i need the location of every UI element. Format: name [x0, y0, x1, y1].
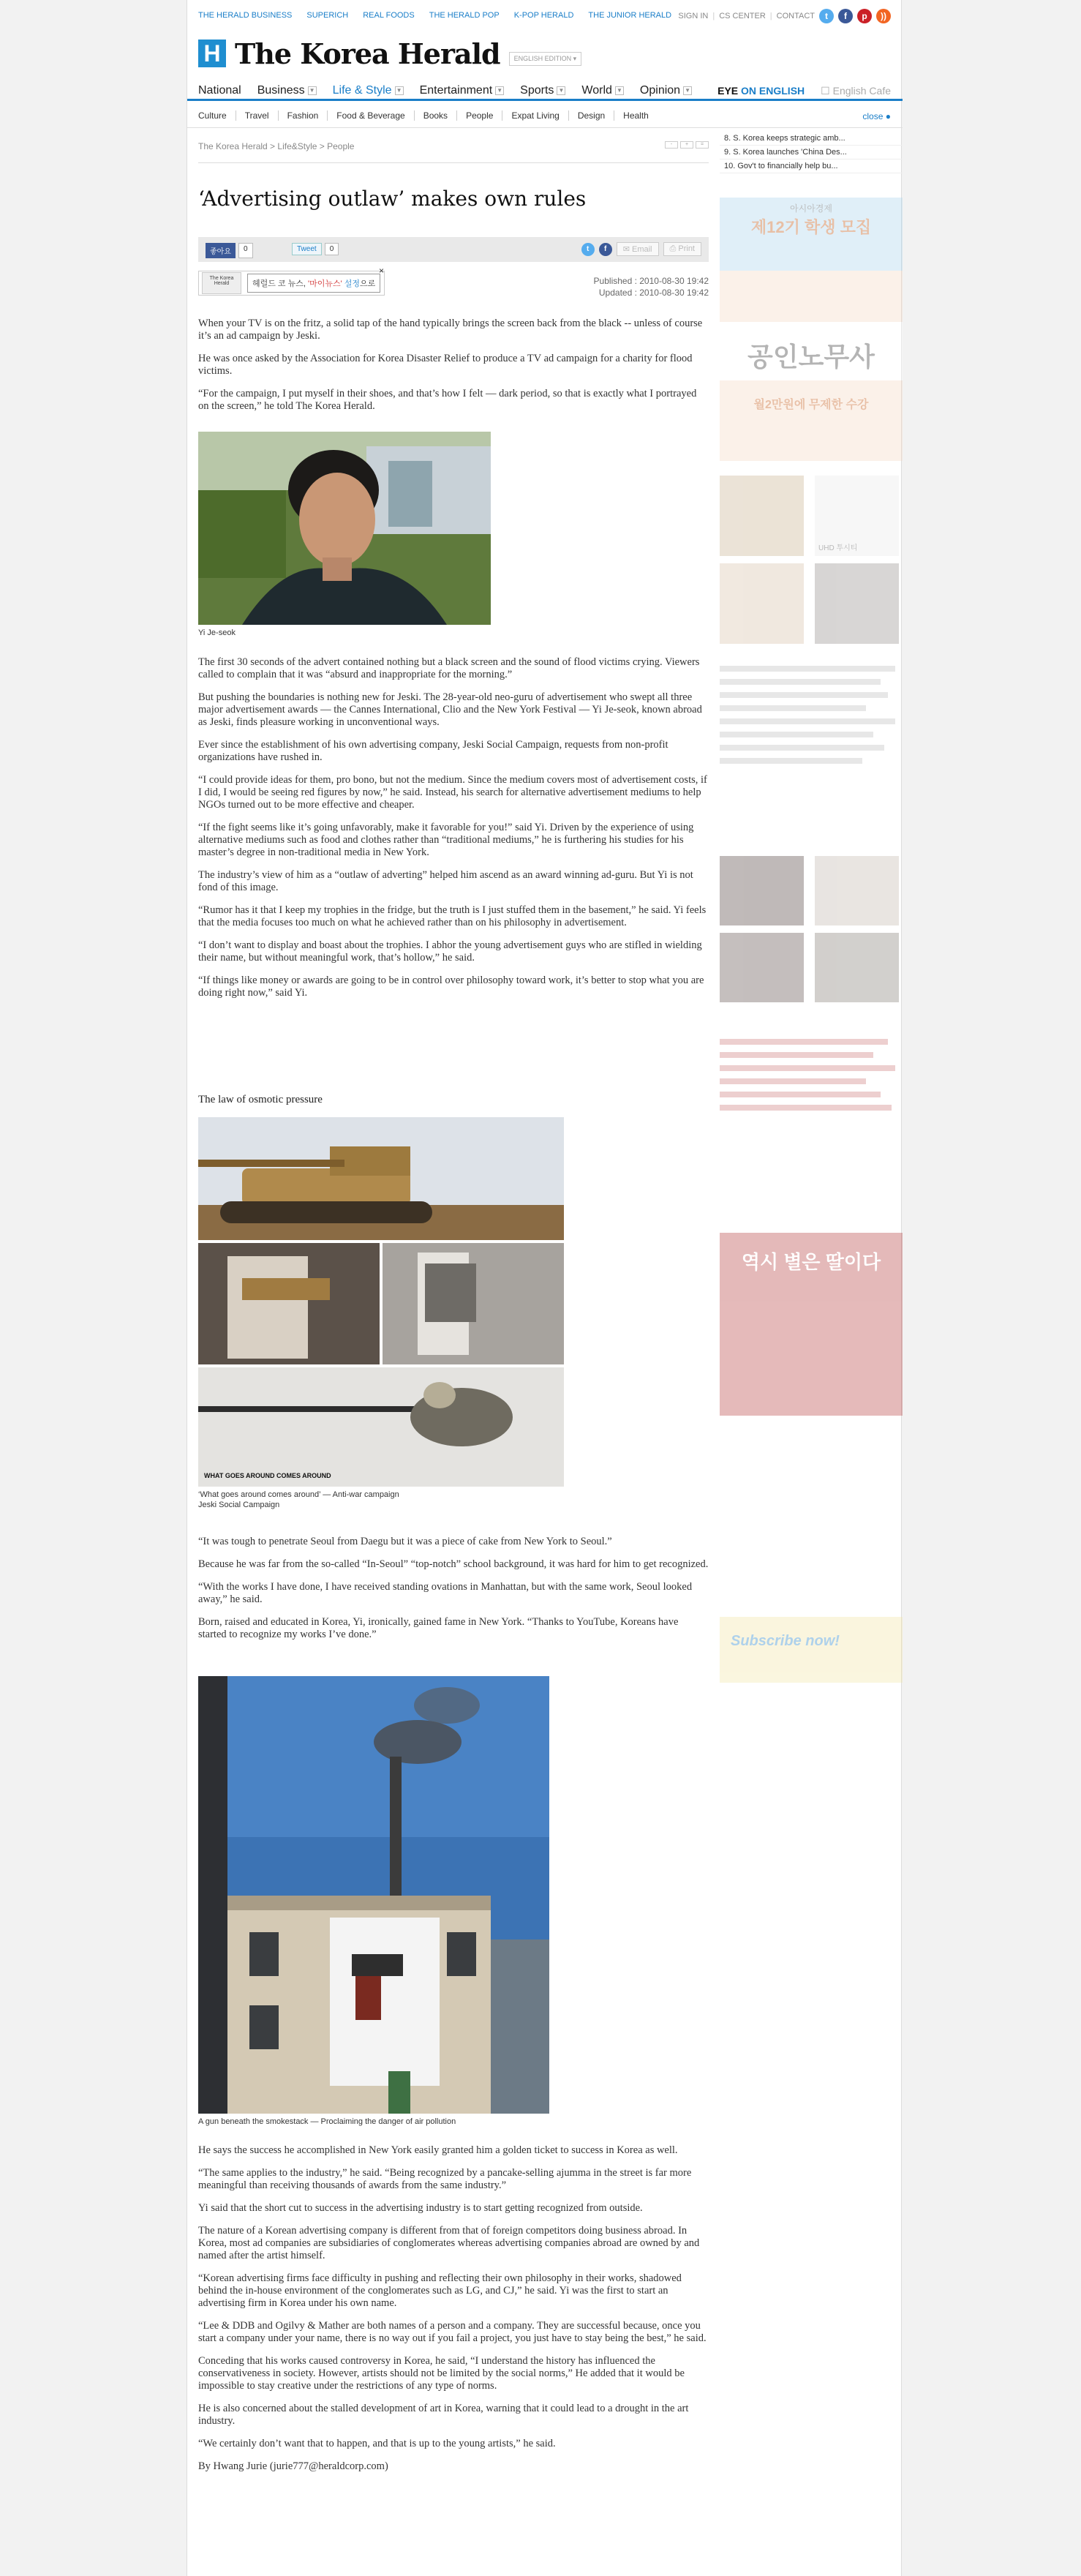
photo2-caption — [198, 1490, 399, 1510]
top-utility-bar — [187, 0, 903, 31]
list-item[interactable]: 8. S. Korea keeps strategic amb... — [720, 132, 903, 146]
tweet-button[interactable] — [292, 243, 322, 255]
paragraph: Because he was far from the so-called “In-Seoul” “top-notch” school background, it was hard for him to get recognized. — [198, 1558, 709, 1570]
article-headline: ‘Advertising outlaw’ makes own rules — [198, 187, 587, 211]
nav-life-style[interactable] — [333, 84, 404, 97]
nav-opinion[interactable] — [640, 84, 692, 97]
article-body-3 — [198, 1536, 709, 1641]
thumbnail[interactable] — [815, 856, 899, 925]
list-line — [720, 745, 884, 751]
ad-box — [720, 1233, 903, 1416]
email-label: Email — [632, 245, 652, 254]
article-body-4 — [198, 2144, 709, 2473]
english-cafe-link[interactable] — [821, 85, 891, 97]
nav-label: National — [198, 84, 241, 97]
mynews-ad-banner[interactable] — [198, 266, 385, 296]
ad-text-a: 헤럴드 코 뉴스, — [252, 279, 308, 288]
chevron-down-icon[interactable]: ▼ — [557, 86, 565, 95]
list-line — [720, 1105, 892, 1111]
email-button[interactable]: ✉ Email — [617, 242, 659, 256]
list-line — [720, 692, 888, 698]
chevron-down-icon[interactable]: ▼ — [495, 86, 504, 95]
photo3-caption: A gun beneath the smokestack — Proclaiming the danger of air pollution — [198, 2117, 456, 2126]
list-line — [720, 1039, 888, 1045]
paragraph: “With the works I have done, I have received standing ovations in Manhattan, but with the same work, Seoul looked away,” he said. — [198, 1581, 693, 1605]
edition-selector[interactable]: ENGLISH EDITION ▾ — [509, 52, 582, 66]
updated-date: Updated : 2010-08-30 19:42 — [598, 288, 709, 298]
article-body-1 — [198, 318, 709, 413]
ad-text: 역시 별은 딸이다 — [741, 1251, 881, 1273]
nav-entertainment[interactable] — [420, 84, 505, 97]
close-icon: ● — [885, 111, 891, 121]
cs-center-link[interactable]: CS CENTER — [719, 12, 766, 20]
nav-label: Sports — [520, 84, 554, 97]
list-line — [720, 1092, 881, 1097]
print-button[interactable]: ⎙ Print — [663, 242, 701, 256]
rss-icon[interactable]: )) — [876, 9, 891, 23]
facebook-share-icon[interactable]: f — [599, 243, 612, 256]
account-links — [678, 9, 891, 23]
paragraph: “For the campaign, I put myself in their shoes, and that’s how I felt — dark period, so that is exactly what I portrayed on the screen,” he told The Korea Herald. — [198, 388, 697, 412]
subnav-food-beverage[interactable]: Food & Beverage — [328, 110, 414, 121]
tweet-count: 0 — [325, 243, 339, 255]
link-superich[interactable]: SUPERICH — [306, 11, 349, 20]
paragraph: “Lee & DDB and Ogilvy & Mather are both names of a person and a company. They are successful because, once you start a company under your name, there is no way out if you fail a project, you just have to stay being the best,” he said. — [198, 2320, 707, 2344]
link-herald-pop[interactable]: THE HERALD POP — [429, 11, 500, 20]
subscribe-box — [720, 1617, 903, 1683]
ad-logo: The Korea Herald — [202, 272, 241, 294]
twitter-share-icon[interactable]: t — [581, 243, 595, 256]
list-line — [720, 732, 873, 737]
ad-top-text: 아시아경제 — [790, 203, 832, 214]
breadcrumb-text[interactable]: The Korea Herald > Life&Style > People — [198, 141, 355, 151]
subscribe-text: Subscribe now! — [731, 1633, 840, 1649]
ad-text-d: 으로 — [360, 279, 376, 288]
chevron-down-icon[interactable]: ▼ — [615, 86, 624, 95]
subnav-books[interactable]: Books — [415, 110, 457, 121]
smokestack-image — [198, 1676, 549, 2114]
sidebar-faded-list — [720, 658, 903, 819]
page — [187, 0, 902, 2576]
thumbnail[interactable] — [815, 476, 899, 556]
link-real-foods[interactable]: REAL FOODS — [363, 11, 415, 20]
paragraph: “If the fight seems like it’s going unfavorably, make it favorable for you!” said Yi. Driven by the experience of using alternative mediums such as food and clothes rather than “traditional mediums,” he is furthering his studies for his master’s degree in non-traditional media in New York. — [198, 822, 694, 858]
paragraph: Yi said that the short cut to success in the advertising industry is to start getting recognized from outside. — [198, 2202, 643, 2214]
sidebar-thumbnail-grid — [720, 476, 903, 644]
list-item[interactable]: 9. S. Korea launches 'China Des... — [720, 146, 903, 159]
paragraph: “I don’t want to display and boast about the trophies. I abhor the young advertisement guys who are stifled in wielding their name, but without meaningful work, that’s hollow,” he said. — [198, 939, 702, 964]
thumbnail[interactable] — [720, 563, 804, 644]
subnav-expat-living[interactable]: Expat Living — [502, 110, 568, 121]
share-bar — [198, 237, 709, 262]
network-links — [198, 11, 671, 20]
print-label: Print — [678, 244, 695, 253]
chevron-down-icon[interactable]: ▼ — [395, 86, 404, 95]
sidebar-faded-list-2 — [720, 1032, 903, 1163]
paragraph: “If things like money or awards are going to be in control over philosophy toward work, it’s better to stop what you are doing right now,” said Yi. — [198, 975, 704, 999]
article-body-2 — [198, 656, 709, 999]
link-junior-herald[interactable]: THE JUNIOR HERALD — [588, 11, 672, 20]
subnav-culture[interactable]: Culture — [198, 110, 236, 121]
sidebar-ad-star[interactable] — [720, 1233, 903, 1416]
link-kpop-herald[interactable]: K-POP HERALD — [513, 11, 574, 20]
paragraph: “We certainly don’t want that to happen, and that is up to the young artists,” he said. — [198, 2438, 556, 2449]
list-line — [720, 1078, 866, 1084]
sidebar-ad-labor-attorney[interactable] — [720, 198, 903, 461]
paragraph: He was once asked by the Association for Korea Disaster Relief to produce a TV ad campaign for a charity for flood victims. — [198, 353, 693, 377]
thumbnail[interactable] — [720, 476, 804, 556]
facebook-icon[interactable]: f — [838, 9, 853, 23]
paragraph: “I could provide ideas for them, pro bono, but not the medium. Since the medium covers most of advertisement costs, if I did, I would be seeing red figures by now,” he said. Instead, his search for alternative advertisement mediums to help NGOs turned out to be more effective and cheaper. — [198, 774, 707, 811]
ad-mid-text: 제12기 학생 모집 — [750, 218, 872, 236]
like-count: 0 — [238, 243, 253, 258]
like-label: 좋아요 — [210, 248, 231, 256]
logo-mark-icon[interactable]: H — [198, 40, 226, 67]
chevron-down-icon[interactable]: ▼ — [308, 86, 317, 95]
ad-text-b: '마이뉴스' — [307, 279, 342, 288]
separator: | — [769, 12, 772, 20]
font-smaller-button[interactable]: - — [665, 141, 678, 149]
paragraph: Born, raised and educated in Korea, Yi, ironically, gained fame in New York. “Thanks to YouTube, Koreans have started to recognize my works I’ve done.” — [198, 1616, 679, 1640]
paragraph: “Rumor has it that I keep my trophies in the fridge, but the truth is I just stuffed them in the basement,” he said. Yi feels that the media focuses too much on what he achieved rather than on his philosophy in advertisement. — [198, 904, 707, 928]
photo-smokestack-campaign — [198, 1676, 549, 2114]
nav-label: Opinion — [639, 84, 681, 97]
list-line — [720, 718, 895, 724]
nav-label: Life & Style — [332, 84, 392, 97]
paragraph: He says the success he accomplished in New York easily granted him a golden ticket to success in Korea as well. — [198, 2144, 678, 2156]
portrait-image — [198, 432, 491, 625]
photo2-caption-line1: ‘What goes around comes around’ — Anti-war campaign — [198, 1490, 399, 1499]
sidebar-thumbnail-grid-2 — [720, 856, 903, 1002]
contact-link[interactable]: CONTACT — [776, 12, 815, 20]
campaign-label: WHAT GOES AROUND COMES AROUND — [204, 1472, 331, 1479]
paragraph: The first 30 seconds of the advert contained nothing but a black screen and the sound of flood victims crying. Viewers called to complain that it was “absurd and inappropriate for the morning.” — [198, 656, 700, 680]
ad-message — [247, 274, 380, 293]
photo-yi-je-seok — [198, 432, 491, 625]
paragraph: “The same applies to the industry,” he said. “Being recognized by a pancake-selling ajumma in the street is far more meaningful than receiving thousands of awards from the same industry.” — [198, 2167, 692, 2191]
nav-business[interactable] — [257, 84, 317, 97]
nav-national[interactable] — [198, 84, 241, 97]
list-item[interactable]: 10. Gov't to financially help bu... — [720, 159, 903, 173]
ad-big-text: 공인노무사 — [747, 342, 875, 372]
square-icon: ☐ — [821, 85, 830, 97]
eye-prefix: EYE — [717, 85, 739, 97]
subnav-people[interactable]: People — [457, 110, 502, 121]
site-logo[interactable]: The Korea Herald — [235, 37, 500, 70]
close-label: close — [862, 111, 884, 121]
edition-label: ENGLISH EDITION — [513, 54, 572, 62]
thumbnail[interactable] — [815, 933, 899, 1002]
twitter-icon[interactable]: t — [819, 9, 834, 23]
close-icon[interactable]: × — [378, 266, 384, 276]
thumbnail-label: UHD 투시티 — [818, 544, 858, 552]
campaign-collage-image — [198, 1117, 564, 1487]
paragraph: When your TV is on the fritz, a solid tap of the hand typically brings the screen back from the black -- unless of course it’s an ad campaign by Jeski. — [198, 318, 703, 342]
list-line — [720, 666, 895, 672]
ad-bottom-text: 월2만원에 무제한 수강 — [753, 399, 869, 411]
nav-sports[interactable] — [520, 84, 565, 97]
list-line — [720, 1052, 873, 1058]
section-heading: The law of osmotic pressure — [198, 1094, 323, 1105]
nav-label: Business — [257, 84, 305, 97]
eye-suffix: ON ENGLISH — [738, 85, 805, 97]
breadcrumb — [198, 141, 709, 163]
photo1-caption: Yi Je-seok — [198, 628, 236, 637]
sub-nav — [187, 103, 903, 128]
font-reset-button[interactable]: = — [696, 141, 709, 149]
list-line — [720, 679, 881, 685]
list-line — [720, 1065, 895, 1071]
font-larger-button[interactable]: + — [680, 141, 693, 149]
paragraph: Conceding that his works caused controversy in Korea, he said, “I understand the history has influenced the conservativeness in society. However, artists should not be limited by the social norms,” He added that it would be impossible to stay creative under the restrictions of any type of norms. — [198, 2355, 685, 2392]
paragraph: “Korean advertising firms face difficulty in pushing and reflecting their own philosophy in their works, shadowed behind the in-house environment of the conglomerates such as LG, and CJ,” he said. Yi was the first to start an advertising firm in Korea under his own name. — [198, 2272, 682, 2309]
subscribe-banner[interactable] — [720, 1617, 903, 1683]
nav-world[interactable] — [581, 84, 624, 97]
paragraph: The industry’s view of him as a “outlaw of adverting” helped him ascend as an award winning ad-guru. But Yi is not fond of this image. — [198, 869, 693, 893]
published-date: Published : 2010-08-30 19:42 — [593, 276, 709, 286]
subnav-design[interactable]: Design — [569, 110, 614, 121]
nav-label: Entertainment — [419, 84, 493, 97]
subnav-fashion[interactable]: Fashion — [279, 110, 328, 121]
article-dates — [594, 275, 709, 298]
main-nav — [187, 82, 903, 101]
chevron-down-icon[interactable]: ▼ — [683, 86, 692, 95]
paragraph: Ever since the establishment of his own advertising company, Jeski Social Campaign, requests from non-profit organizations have rushed in. — [198, 739, 668, 763]
separator: | — [712, 12, 715, 20]
nav-label: World — [581, 84, 612, 97]
eye-on-english-link[interactable] — [717, 85, 805, 97]
tweet-label: Tweet — [297, 245, 317, 253]
list-line — [720, 758, 862, 764]
thumbnail[interactable] — [720, 856, 804, 925]
sign-in-link[interactable]: SIGN IN — [678, 12, 709, 20]
thumbnail[interactable] — [815, 563, 899, 644]
paragraph: “It was tough to penetrate Seoul from Daegu but it was a piece of cake from New York to Seoul.” — [198, 1536, 612, 1547]
popular-news-list — [720, 132, 903, 173]
photo2-caption-line2: Jeski Social Campaign — [198, 1501, 280, 1509]
list-line — [720, 705, 866, 711]
thumbnail[interactable] — [720, 933, 804, 1002]
paragraph: The nature of a Korean advertising company is different from that of foreign competitors doing business abroad. In Korea, most ad companies are subsidiaries of conglomerates whereas advertising companies abroad are owned by and named after the artist himself. — [198, 2225, 700, 2261]
masthead — [198, 35, 581, 72]
paragraph: He is also concerned about the stalled development of art in Korea, warning that it could lead to a drought in the art industry. — [198, 2403, 689, 2427]
photo-anti-war-campaign — [198, 1117, 564, 1487]
ad-text-c: 설정 — [342, 279, 361, 288]
english-cafe-label: English Cafe — [832, 85, 891, 97]
subnav-health[interactable]: Health — [623, 110, 649, 121]
link-herald-business[interactable]: THE HERALD BUSINESS — [198, 11, 293, 20]
subnav-travel[interactable]: Travel — [236, 110, 279, 121]
pinterest-icon[interactable]: p — [857, 9, 872, 23]
byline: By Hwang Jurie (jurie777@heraldcorp.com) — [198, 2460, 388, 2472]
close-subnav-button[interactable] — [862, 111, 891, 121]
ad-box — [720, 198, 903, 461]
facebook-like-button[interactable] — [206, 243, 236, 258]
paragraph: But pushing the boundaries is nothing new for Jeski. The 28-year-old neo-guru of advertisement who swept all three major advertisement awards — the Cannes International, Clio and the New York Festival — Yi Je-seok, known abroad as Jeski, finds pleasure working in unconventional ways. — [198, 691, 702, 728]
